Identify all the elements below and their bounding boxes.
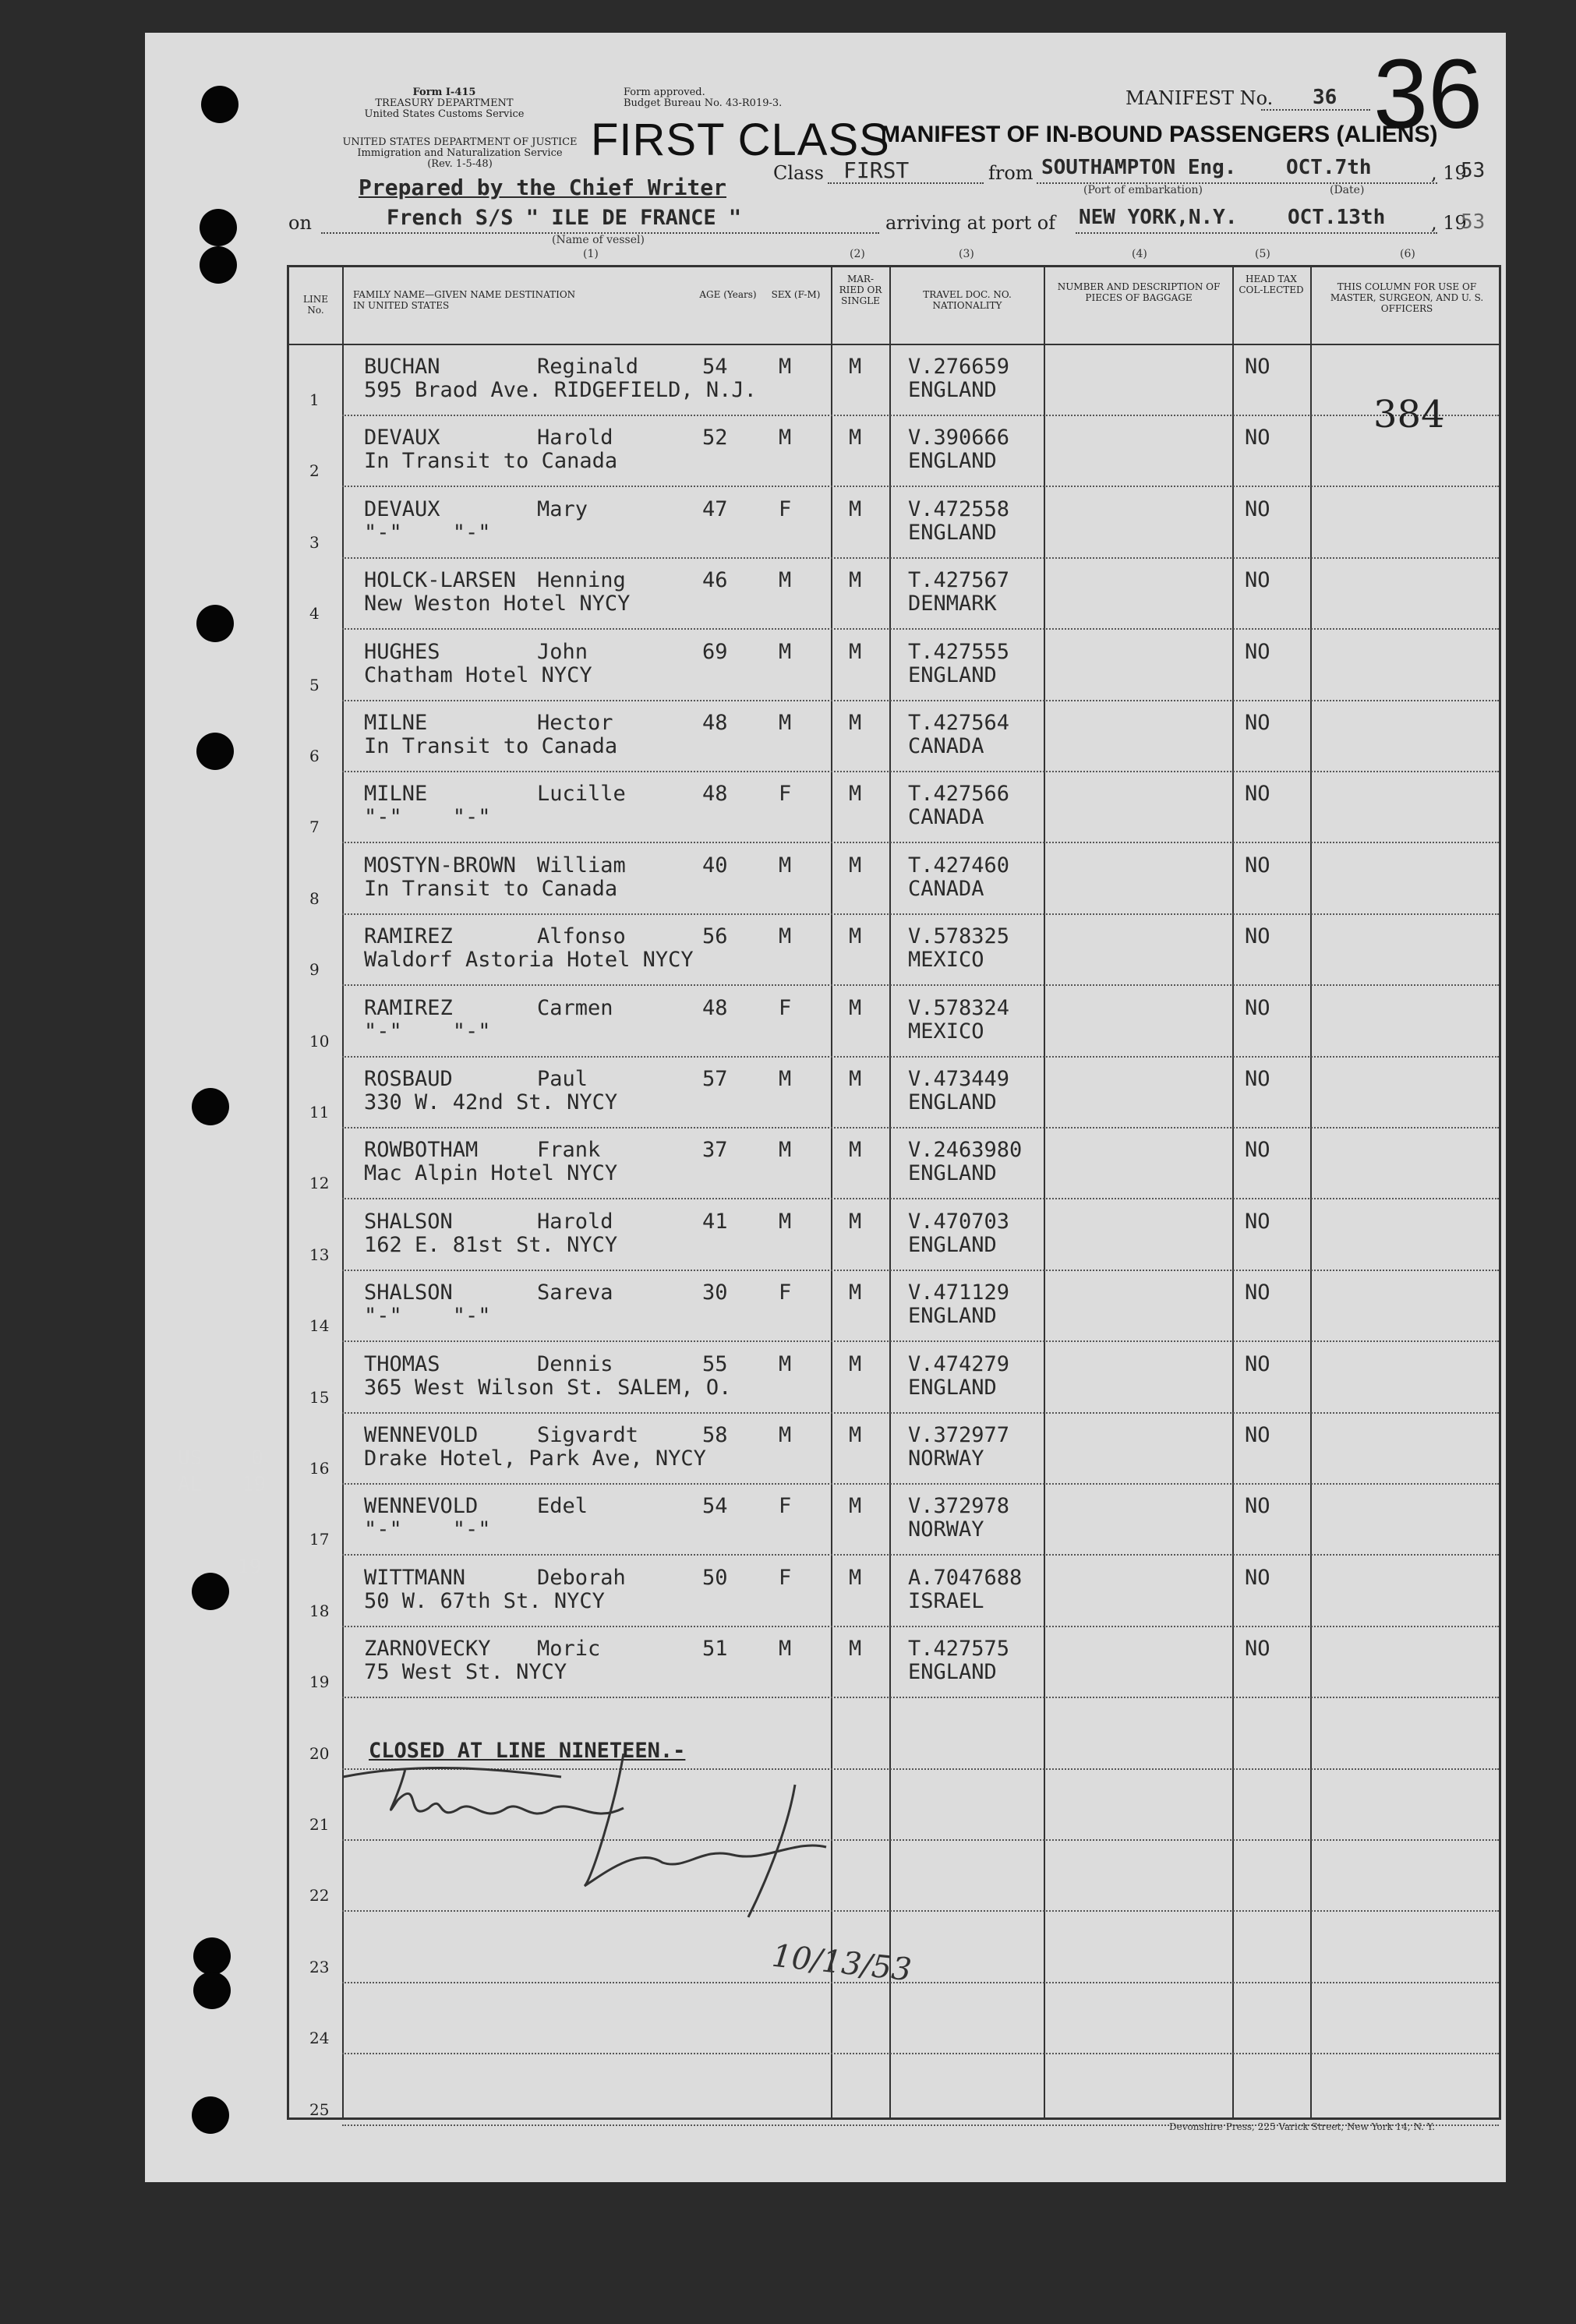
col-header-officers: THIS COLUMN FOR USE OF MASTER, SURGEON, AND U. S. OFFICERS xyxy=(1330,281,1484,314)
page-title: MANIFEST OF IN-BOUND PASSENGERS (ALIENS) xyxy=(881,122,1438,147)
family-name: MILNE xyxy=(364,782,428,807)
punch-hole xyxy=(192,2096,229,2134)
signature-date: 10/13/53 xyxy=(770,1937,913,1989)
travel-doc-number: T.427567 xyxy=(908,568,1010,593)
head-tax: NO xyxy=(1245,1637,1270,1662)
line-number: 7 xyxy=(309,818,320,837)
marital-status: M xyxy=(849,1067,862,1091)
age: 69 xyxy=(702,639,728,664)
margin-total: 19 xyxy=(237,1556,262,1579)
first-class-stamp: FIRST CLASS xyxy=(591,115,890,165)
col-header-travel: TRAVEL DOC. NO. NATIONALITY xyxy=(923,289,1012,311)
line-number: 16 xyxy=(309,1459,330,1478)
line-number: 9 xyxy=(309,960,320,980)
punch-hole xyxy=(200,209,237,246)
head-tax: NO xyxy=(1245,995,1270,1020)
nationality: CANADA xyxy=(908,876,984,901)
nationality: ISRAEL xyxy=(908,1588,984,1613)
head-tax: NO xyxy=(1245,1138,1270,1163)
sex: F xyxy=(779,995,792,1020)
line-number: 5 xyxy=(309,675,320,694)
handwritten-384: 384 xyxy=(1373,393,1445,436)
line-number: 18 xyxy=(309,1601,330,1620)
arrival-date: OCT.13th xyxy=(1288,206,1386,229)
line-number: 6 xyxy=(309,747,320,765)
marital-status: M xyxy=(849,711,862,735)
line-number: 23 xyxy=(309,1957,330,1976)
destination: In Transit to Canada xyxy=(364,449,618,474)
sex: F xyxy=(779,782,792,807)
line-number: 19 xyxy=(309,1672,330,1692)
marital-status: M xyxy=(849,426,862,450)
destination: Waldorf Astoria Hotel NYCY xyxy=(364,948,694,973)
table-row xyxy=(289,2055,1499,2126)
age: 48 xyxy=(702,995,728,1020)
manifest-number-stamp: 36 xyxy=(1373,39,1483,149)
col-header-sex: SEX (F-M) xyxy=(771,289,821,300)
justice-block xyxy=(312,137,608,170)
printer-footer: Devonshire Press, 225 Varick Street, New York 14, N. Y. xyxy=(1169,2121,1436,2132)
manifest-number: 36 xyxy=(1313,86,1337,109)
line-number: 2 xyxy=(309,461,320,481)
family-name: ZARNOVECKY xyxy=(364,1637,491,1662)
travel-doc-number: V.372978 xyxy=(908,1494,1010,1519)
prepared-by: Prepared by the Chief Writer xyxy=(359,175,727,200)
family-name: ROSBAUD xyxy=(364,1067,453,1091)
destination: In Transit to Canada xyxy=(364,876,618,901)
family-name: WITTMANN xyxy=(364,1565,466,1590)
line-number: 11 xyxy=(309,1103,330,1121)
sex: M xyxy=(779,853,792,878)
marital-status: M xyxy=(849,1637,862,1662)
year-value-1: 53 xyxy=(1461,159,1486,182)
line-number: 1 xyxy=(309,390,320,409)
family-name: RAMIREZ xyxy=(364,995,453,1020)
class-value: FIRST xyxy=(843,157,910,183)
col-number-5: (5) xyxy=(1255,248,1270,260)
line-number: 25 xyxy=(309,2100,330,2119)
table-row xyxy=(289,1556,1499,1627)
closed-note: CLOSED AT LINE NINETEEN.- xyxy=(369,1739,686,1763)
destination: 75 West St. NYCY xyxy=(364,1660,567,1685)
col-header-married: MAR-RIED OR SINGLE xyxy=(839,274,882,306)
col-number-4: (4) xyxy=(1132,248,1147,260)
table-row xyxy=(289,915,1499,986)
line-number: 8 xyxy=(309,888,320,908)
table-row xyxy=(289,1343,1499,1414)
marital-status: M xyxy=(849,1565,862,1590)
nationality: CANADA xyxy=(908,734,984,758)
nationality: ENGLAND xyxy=(908,1660,997,1685)
destination: "-" "-" xyxy=(364,520,491,545)
justice-dept: UNITED STATES DEPARTMENT OF JUSTICE xyxy=(342,136,578,148)
head-tax: NO xyxy=(1245,1209,1270,1234)
age: 51 xyxy=(702,1637,728,1662)
nationality: ENGLAND xyxy=(908,1090,997,1114)
class-label: Class xyxy=(773,162,824,184)
given-name: Frank xyxy=(537,1138,601,1163)
marital-status: M xyxy=(849,1209,862,1234)
destination: In Transit to Canada xyxy=(364,734,618,758)
customs-service: United States Customs Service xyxy=(364,108,525,120)
travel-doc-number: V.372977 xyxy=(908,1423,1010,1447)
sex: M xyxy=(779,1209,792,1234)
age: 48 xyxy=(702,711,728,735)
travel-doc-number: T.427564 xyxy=(908,711,1010,735)
given-name: John xyxy=(537,639,588,664)
form-approved: Form approved. xyxy=(624,87,705,98)
punch-hole xyxy=(192,1573,229,1610)
destination: 365 West Wilson St. SALEM, O. xyxy=(364,1375,732,1400)
age: 46 xyxy=(702,568,728,593)
vessel-caption: (Name of vessel) xyxy=(552,234,645,246)
destination: 330 W. 42nd St. NYCY xyxy=(364,1090,618,1114)
from-date: OCT.7th xyxy=(1286,156,1372,179)
on-label: on xyxy=(288,212,312,234)
ins-service: Immigration and Naturalization Service xyxy=(357,147,563,159)
table-row xyxy=(289,987,1499,1058)
age: 41 xyxy=(702,1209,728,1234)
age: 55 xyxy=(702,1351,728,1376)
head-tax: NO xyxy=(1245,1280,1270,1305)
travel-doc-number: T.427460 xyxy=(908,853,1010,878)
head-tax: NO xyxy=(1245,426,1270,450)
destination: "-" "-" xyxy=(364,1304,491,1329)
given-name: Sareva xyxy=(537,1280,613,1305)
col-number-3: (3) xyxy=(959,248,974,260)
table-row xyxy=(289,416,1499,487)
head-tax: NO xyxy=(1245,496,1270,521)
travel-doc-number: A.7047688 xyxy=(908,1565,1023,1590)
family-name: SHALSON xyxy=(364,1280,453,1305)
margin-al-value: 19 xyxy=(242,1473,267,1496)
family-name: BUCHAN xyxy=(364,355,440,379)
family-name: HUGHES xyxy=(364,639,440,664)
given-name: Deborah xyxy=(537,1565,626,1590)
given-name: Edel xyxy=(537,1494,588,1519)
form-number: Form I-415 xyxy=(412,87,476,98)
travel-doc-number: T.427555 xyxy=(908,639,1010,664)
family-name: WENNEVOLD xyxy=(364,1494,479,1519)
punch-hole xyxy=(196,733,234,770)
destination: "-" "-" xyxy=(364,1517,491,1542)
travel-doc-number: V.472558 xyxy=(908,496,1010,521)
marital-status: M xyxy=(849,1280,862,1305)
year-value-2: 53 xyxy=(1461,210,1486,234)
line-number: 22 xyxy=(309,1886,330,1905)
given-name: Mary xyxy=(537,496,588,521)
col-header-tax: HEAD TAX COL-LECTED xyxy=(1239,274,1304,295)
family-name: RAMIREZ xyxy=(364,924,453,949)
destination: Drake Hotel, Park Ave, NYCY xyxy=(364,1446,706,1471)
nationality: NORWAY xyxy=(908,1517,984,1542)
manifest-dotline xyxy=(1261,109,1370,111)
line-number: 20 xyxy=(309,1743,330,1763)
marital-status: M xyxy=(849,496,862,521)
table-row xyxy=(289,701,1499,772)
form-agency-block xyxy=(327,87,561,120)
head-tax: NO xyxy=(1245,1494,1270,1519)
sex: M xyxy=(779,1138,792,1163)
age: 56 xyxy=(702,924,728,949)
family-name: ROWBOTHAM xyxy=(364,1138,479,1163)
head-tax: NO xyxy=(1245,1351,1270,1376)
age: 57 xyxy=(702,1067,728,1091)
destination: Mac Alpin Hotel NYCY xyxy=(364,1161,618,1186)
table-row xyxy=(289,844,1499,915)
line-number: 3 xyxy=(309,532,320,552)
destination: 50 W. 67th St. NYCY xyxy=(364,1588,605,1613)
head-tax: NO xyxy=(1245,853,1270,878)
manifest-label: MANIFEST No. xyxy=(1125,87,1274,109)
sex: M xyxy=(779,1637,792,1662)
budget-bureau: Budget Bureau No. 43-R019-3. xyxy=(624,97,783,109)
table-row xyxy=(289,772,1499,843)
family-name: HOLCK-LARSEN xyxy=(364,568,517,593)
vessel-name: French S/S " ILE DE FRANCE " xyxy=(387,206,742,230)
travel-doc-number: V.471129 xyxy=(908,1280,1010,1305)
age: 47 xyxy=(702,496,728,521)
line-number: 4 xyxy=(309,604,320,623)
head-tax: NO xyxy=(1245,711,1270,735)
destination: New Weston Hotel NYCY xyxy=(364,592,631,616)
table-row xyxy=(289,488,1499,559)
marital-status: M xyxy=(849,1423,862,1447)
family-name: MILNE xyxy=(364,711,428,735)
age: 50 xyxy=(702,1565,728,1590)
col-number-6: (6) xyxy=(1400,248,1415,260)
sex: F xyxy=(779,1280,792,1305)
destination: "-" "-" xyxy=(364,1019,491,1044)
travel-doc-number: V.474279 xyxy=(908,1351,1010,1376)
line-number: 10 xyxy=(309,1031,330,1051)
given-name: Moric xyxy=(537,1637,601,1662)
margin-al-label: AL xyxy=(178,1473,203,1496)
marital-status: M xyxy=(849,639,862,664)
given-name: Harold xyxy=(537,1209,613,1234)
head-tax: NO xyxy=(1245,1423,1270,1447)
punch-hole xyxy=(193,1972,231,2009)
table-row xyxy=(289,1200,1499,1271)
destination: 595 Braod Ave. RIDGEFIELD, N.J. xyxy=(364,378,757,402)
family-name: THOMAS xyxy=(364,1351,440,1376)
col-header-line: LINE No. xyxy=(303,294,328,316)
table-row xyxy=(289,345,1499,416)
sex: M xyxy=(779,711,792,735)
given-name: Henning xyxy=(537,568,626,593)
travel-doc-number: V.390666 xyxy=(908,426,1010,450)
family-name: MOSTYN-BROWN xyxy=(364,853,517,878)
sex: M xyxy=(779,1067,792,1091)
given-name: William xyxy=(537,853,626,878)
travel-doc-number: T.427575 xyxy=(908,1637,1010,1662)
line-number: 12 xyxy=(309,1174,330,1193)
table-row xyxy=(289,1058,1499,1128)
age: 40 xyxy=(702,853,728,878)
nationality: ENGLAND xyxy=(908,449,997,474)
given-name: Harold xyxy=(537,426,613,450)
sex: M xyxy=(779,639,792,664)
col-number-1: (1) xyxy=(583,248,599,260)
head-tax: NO xyxy=(1245,639,1270,664)
port-embark-caption: (Port of embarkation) xyxy=(1083,184,1203,196)
marital-status: M xyxy=(849,1494,862,1519)
travel-doc-number: V.276659 xyxy=(908,355,1010,379)
arriving-label: arriving at port of xyxy=(885,212,1056,234)
table-row xyxy=(289,1485,1499,1556)
nationality: ENGLAND xyxy=(908,520,997,545)
given-name: Paul xyxy=(537,1067,588,1091)
sex: M xyxy=(779,426,792,450)
family-name: SHALSON xyxy=(364,1209,453,1234)
from-port: SOUTHAMPTON Eng. xyxy=(1041,156,1237,179)
margin-us-value: 0 xyxy=(251,1446,263,1470)
age: 52 xyxy=(702,426,728,450)
nationality: ENGLAND xyxy=(908,1161,997,1186)
marital-status: M xyxy=(849,853,862,878)
nationality: NORWAY xyxy=(908,1446,984,1471)
marital-status: M xyxy=(849,782,862,807)
punch-hole xyxy=(200,246,237,284)
nationality: CANADA xyxy=(908,805,984,830)
family-name: DEVAUX xyxy=(364,496,440,521)
punch-hole xyxy=(196,605,234,642)
travel-doc-number: V.578324 xyxy=(908,995,1010,1020)
sex: M xyxy=(779,924,792,949)
sex: M xyxy=(779,1351,792,1376)
nationality: MEXICO xyxy=(908,1019,984,1044)
line-number: 17 xyxy=(309,1530,330,1549)
form-revision: (Rev. 1-5-48) xyxy=(427,158,493,170)
table-row xyxy=(289,630,1499,701)
table-row xyxy=(289,1128,1499,1199)
nationality: ENGLAND xyxy=(908,378,997,402)
travel-doc-number: V.2463980 xyxy=(908,1138,1023,1163)
marital-status: M xyxy=(849,355,862,379)
given-name: Hector xyxy=(537,711,613,735)
age: 58 xyxy=(702,1423,728,1447)
destination: "-" "-" xyxy=(364,805,491,830)
head-tax: NO xyxy=(1245,782,1270,807)
marital-status: M xyxy=(849,924,862,949)
age: 54 xyxy=(702,1494,728,1519)
given-name: Dennis xyxy=(537,1351,613,1376)
age: 48 xyxy=(702,782,728,807)
sex: M xyxy=(779,1423,792,1447)
marital-status: M xyxy=(849,568,862,593)
marital-status: M xyxy=(849,1138,862,1163)
table-row xyxy=(289,559,1499,630)
treasury-dept: TREASURY DEPARTMENT xyxy=(375,97,514,109)
from-label: from xyxy=(988,162,1034,184)
nationality: ENGLAND xyxy=(908,662,997,687)
family-name: DEVAUX xyxy=(364,426,440,450)
nationality: ENGLAND xyxy=(908,1375,997,1400)
line-number: 14 xyxy=(309,1316,330,1336)
date-caption: (Date) xyxy=(1330,184,1365,196)
punch-hole xyxy=(201,86,239,123)
destination: 162 E. 81st St. NYCY xyxy=(364,1232,618,1257)
table-row xyxy=(289,1414,1499,1485)
head-tax: NO xyxy=(1245,1067,1270,1091)
given-name: Sigvardt xyxy=(537,1423,639,1447)
arrival-port: NEW YORK,N.Y. xyxy=(1079,206,1238,229)
sex: M xyxy=(779,355,792,379)
head-tax: NO xyxy=(1245,924,1270,949)
line-number: 13 xyxy=(309,1245,330,1264)
marital-status: M xyxy=(849,1351,862,1376)
sex: F xyxy=(779,1494,792,1519)
line-number: 24 xyxy=(309,2029,330,2048)
head-tax: NO xyxy=(1245,1565,1270,1590)
col-header-name: FAMILY NAME—GIVEN NAME DESTINATION IN UNITED STATES xyxy=(353,289,576,311)
col-header-age: AGE (Years) xyxy=(699,289,757,300)
margin-us-label: US xyxy=(178,1446,203,1470)
table-row xyxy=(289,1627,1499,1698)
given-name: Alfonso xyxy=(537,924,626,949)
nationality: MEXICO xyxy=(908,948,984,973)
age: 54 xyxy=(702,355,728,379)
age: 37 xyxy=(702,1138,728,1163)
given-name: Lucille xyxy=(537,782,626,807)
marital-status: M xyxy=(849,995,862,1020)
table-row xyxy=(289,1271,1499,1342)
sex: F xyxy=(779,496,792,521)
travel-doc-number: V.578325 xyxy=(908,924,1010,949)
punch-hole xyxy=(192,1088,229,1125)
col-header-baggage: NUMBER AND DESCRIPTION OF PIECES OF BAGGAGE xyxy=(1057,281,1221,303)
year-label-1: , 19 xyxy=(1431,162,1467,184)
col-number-2: (2) xyxy=(850,248,865,260)
head-tax: NO xyxy=(1245,355,1270,379)
sex: M xyxy=(779,568,792,593)
given-name: Carmen xyxy=(537,995,613,1020)
line-number: 15 xyxy=(309,1387,330,1407)
family-name: WENNEVOLD xyxy=(364,1423,479,1447)
destination: Chatham Hotel NYCY xyxy=(364,662,592,687)
line-number: 21 xyxy=(309,1815,330,1834)
year-label-2: , 19 xyxy=(1431,212,1467,234)
age: 30 xyxy=(702,1280,728,1305)
nationality: ENGLAND xyxy=(908,1232,997,1257)
sex: F xyxy=(779,1565,792,1590)
punch-hole xyxy=(193,1937,231,1975)
arrival-dotline xyxy=(1076,232,1437,234)
travel-doc-number: V.470703 xyxy=(908,1209,1010,1234)
approval-block xyxy=(624,87,811,109)
travel-doc-number: V.473449 xyxy=(908,1067,1010,1091)
given-name: Reginald xyxy=(537,355,639,379)
head-tax: NO xyxy=(1245,568,1270,593)
travel-doc-number: T.427566 xyxy=(908,782,1010,807)
nationality: ENGLAND xyxy=(908,1304,997,1329)
nationality: DENMARK xyxy=(908,592,997,616)
